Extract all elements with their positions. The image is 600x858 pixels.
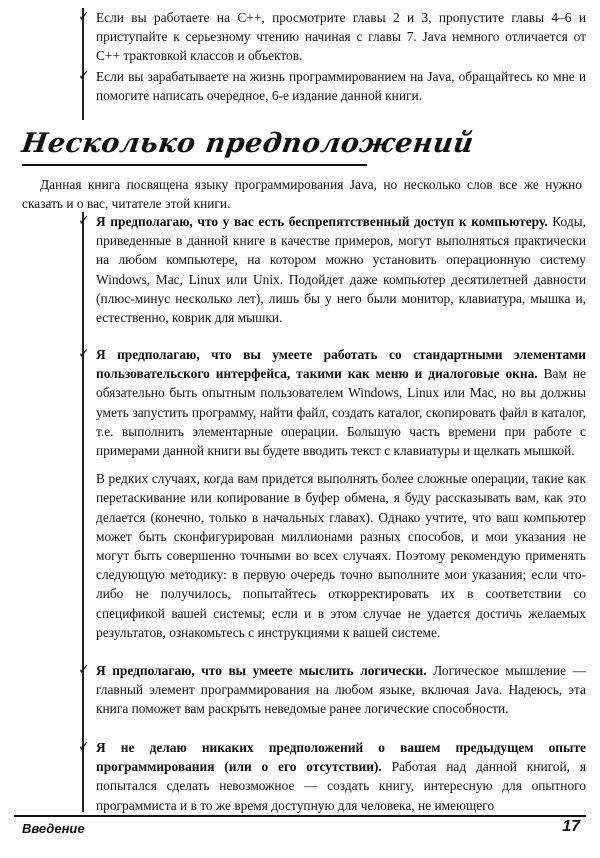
- checkmark-icon: ✓: [78, 346, 90, 362]
- section-intro: Данная книга посвящена языку программирования Java, но несколько слов все же нужно сказать и о вас, читателе этой книги.: [22, 177, 582, 212]
- page-number: 17: [562, 818, 580, 835]
- checkmark-icon: ✓: [78, 213, 90, 229]
- sidebar-rule-main: [82, 212, 84, 812]
- bullet-extra-paragraph: В редких случаях, когда вам придется выполнять более сложные операции, такие как перетаскивание или копирование в буфер обмена, я буду рассказывать вам, как это делается (конечно, только в начальных главах). Однако учтите, что ваш компьютер может быть сконфигурирован миллионами разных способов, и мои указания не могут быть совершенно точными во всех случаях. Поэтому рекомендую применять следующую методику: в первую очередь точно выполните мои указания; если что-либо не получилось, попытайтесь откорректировать их в соответствии со спецификой вашей системы; если и в этом случае не удается достичь желаемых результатов, ознакомьтесь с инструкциями к вашей системе.: [96, 471, 586, 640]
- footer-rule: [14, 815, 586, 817]
- bullet-body: Работая над данной книгой, я попытался сделать невозможное — создать книгу, интересную для опытного программиста и в то же время доступную для человека, не имеющего: [96, 759, 586, 813]
- running-footer-title: Введение: [22, 821, 85, 836]
- bullet-body: Коды, приведенные в данной книге в качестве примеров, могут выполняться практически на любом компьютере, на котором можно установить операционную систему Windows, Mac, Linux или Unix. Подойдет даже компьютер десятилетней давности (плюс-минус несколько лет), лишь бы у него были монитор, клавиатура, мышка и, естественно, коврик для мышки.: [96, 214, 586, 326]
- bullet-paragraph: [96, 738, 586, 815]
- bullet-ui-skills: [78, 345, 587, 642]
- bullet-paragraph: [96, 345, 586, 460]
- bullet-lead: Я предполагаю, что вы умеете мыслить логически.: [96, 663, 427, 678]
- bullet-java-pro: [78, 67, 586, 105]
- bullet-body: Вам не обязательно быть опытным пользователем Windows, Linux или Mac, но вы должны уметь запустить программу, найти файл, создать каталог, скопировать файл в каталог, т.е. выполнить элементарные операции. Большую часть времени при работе с примерами данной книги вы будете вводить текст с клавиатуры и щелкать мышкой.: [96, 366, 587, 459]
- checkmark-icon: ✓: [78, 9, 90, 25]
- checkmark-icon: ✓: [78, 662, 90, 678]
- heading-underline: [22, 164, 367, 166]
- bullet-computer-access: [78, 212, 586, 327]
- bullet-cpp: [78, 8, 586, 66]
- bullet-experience: [78, 738, 586, 815]
- checkmark-icon: ✓: [78, 68, 90, 84]
- section-heading: Несколько предположений: [19, 128, 476, 159]
- bullet-text: Если вы зарабатываете на жизнь программированием на Java, обращайтесь ко мне и помогите написать очередное, 6-е издание данной книги.: [96, 69, 586, 104]
- bullet-logic: [78, 661, 586, 719]
- bullet-paragraph: [96, 661, 586, 719]
- bullet-body: Логическое мышление — главный элемент программирования на любом языке, включая Java. Надеюсь, эта книга поможет вам раскрыть неведомые ранее логические способности.: [96, 663, 586, 717]
- checkmark-icon: ✓: [78, 739, 90, 755]
- bullet-lead: Я не делаю никаких предположений о вашем предыдущем опыте программирования (или о его отсутствии).: [96, 740, 586, 775]
- bullet-lead: Я предполагаю, что вы умеете работать со стандартными элементами пользовательского интерфейса, такими как меню и диалоговые окна.: [96, 347, 586, 382]
- bullet-lead: Я предполагаю, что у вас есть беспрепятственный доступ к компьютеру.: [96, 214, 548, 229]
- bullet-paragraph: [96, 212, 586, 327]
- bullet-text: Если вы работаете на С++, просмотрите главы 2 и 3, пропустите главы 4–6 и приступайте к серьезному чтению начиная с главы 7. Java немного отличается от С++ трактовкой классов и объектов.: [96, 10, 586, 64]
